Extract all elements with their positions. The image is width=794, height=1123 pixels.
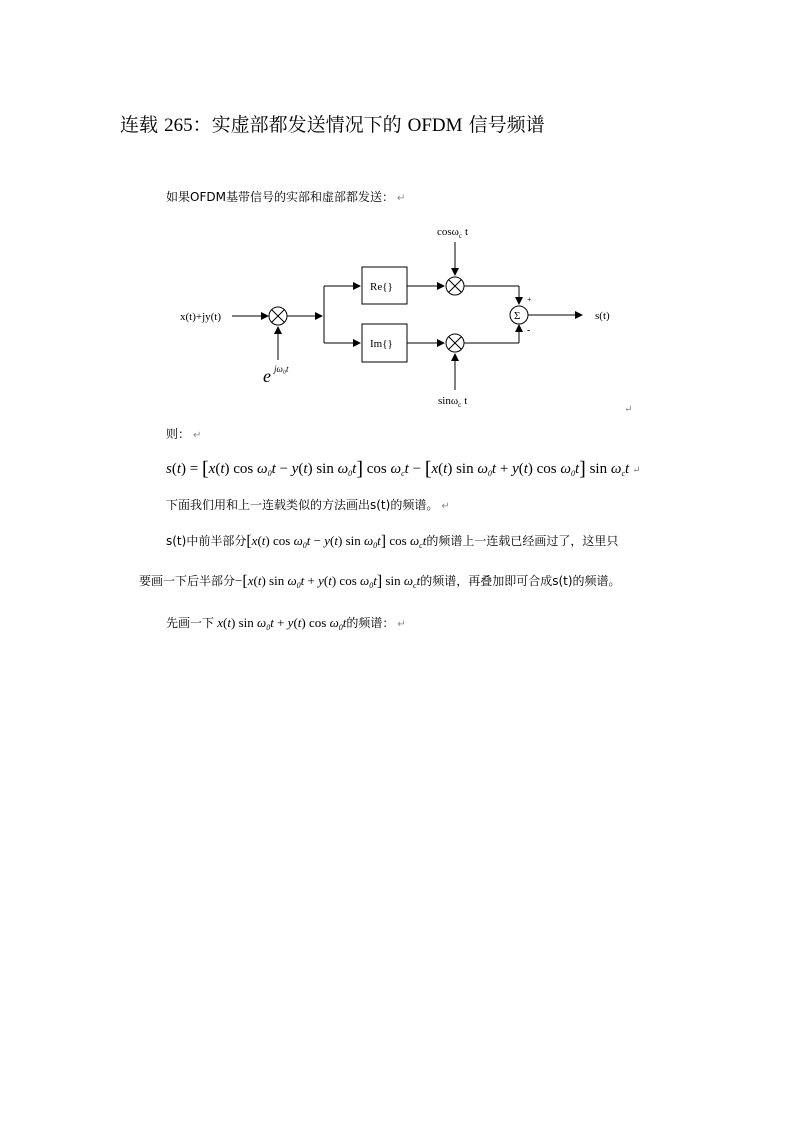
title-suffix: 信号频谱 bbox=[468, 114, 545, 136]
return-mark: ↵ bbox=[396, 193, 406, 204]
cos-label: cosω$_c$ t bbox=[437, 226, 469, 240]
first-draw-formula: x(t) $\sin \omega_0t + y(t)$ $\cos \omega_0t$ bbox=[217, 615, 347, 632]
mixer-cos bbox=[446, 277, 464, 295]
then-paragraph bbox=[166, 426, 201, 444]
output-label: s(t) bbox=[595, 310, 610, 322]
front-half-paragraph bbox=[166, 533, 618, 554]
back-half-formula: −[x(t) $\sin \omega_0t + y(t)$ $\cos \omega_0t$] $\sin \omega_ct$ bbox=[235, 573, 421, 590]
title-middle: ：实虚部都发送情况下的 bbox=[192, 114, 402, 136]
back-half-paragraph bbox=[139, 573, 621, 594]
intro-text: 如果OFDM基带信号的实部和虚部都发送： bbox=[166, 190, 394, 204]
title-number: 265 bbox=[164, 115, 193, 136]
exp-base: e bbox=[263, 366, 271, 386]
title-prefix: 连载 bbox=[120, 114, 159, 136]
mixer-1 bbox=[269, 307, 287, 325]
then-text: 则： bbox=[166, 427, 191, 441]
title-ofdm: OFDM bbox=[407, 115, 463, 136]
mixer-sin bbox=[446, 334, 464, 352]
first-draw-text-a: 先画一下 bbox=[166, 616, 215, 630]
plus-sign: + bbox=[527, 295, 532, 304]
front-half-text-b: 的频谱上一连载已经画过了，这里只 bbox=[426, 534, 619, 548]
block-diagram bbox=[0, 0, 794, 420]
front-half-formula: [x(t) $\cos \omega_0t - y(t)$ $\sin \omega_0t$] $\cos \omega_ct$ bbox=[246, 533, 427, 550]
front-half-text-a: s(t)中前半部分 bbox=[166, 534, 247, 548]
exp-power: jω₀t bbox=[274, 364, 289, 374]
re-label: Re{} bbox=[370, 281, 393, 293]
return-mark: ↵ bbox=[441, 501, 450, 512]
main-formula: s(t) = [x(t) $\cos \omega_0t - y(t)$ $\sin \omega_0t$] $\cos \omega_ct - [x(t)$ $\sin \omega_0t + y(t)$ $\cos \omega_0t$] $\sin \omega_ct$ ↵ bbox=[166, 458, 641, 480]
sum-symbol: Σ bbox=[514, 310, 521, 322]
sin-label: sinω$_c$ t bbox=[438, 395, 468, 409]
diagram-return-mark: ↵ bbox=[624, 404, 633, 415]
first-draw-text-b: 的频谱： bbox=[346, 616, 395, 630]
minus-sign: - bbox=[527, 325, 531, 336]
method-paragraph bbox=[166, 497, 450, 515]
back-half-text-a: 要画一下后半部分 bbox=[139, 574, 236, 588]
im-label: Im{} bbox=[370, 338, 393, 350]
first-draw-paragraph bbox=[166, 615, 406, 636]
input-label: x(t)+jy(t) bbox=[180, 311, 222, 323]
back-half-text-b: 的频谱，再叠加即可合成s(t)的频谱。 bbox=[420, 574, 621, 588]
return-mark: ↵ bbox=[632, 465, 641, 476]
return-mark: ↵ bbox=[193, 430, 202, 441]
method-text: 下面我们用和上一连载类似的方法画出s(t)的频谱。 bbox=[166, 498, 439, 512]
return-mark: ↵ bbox=[397, 619, 406, 630]
